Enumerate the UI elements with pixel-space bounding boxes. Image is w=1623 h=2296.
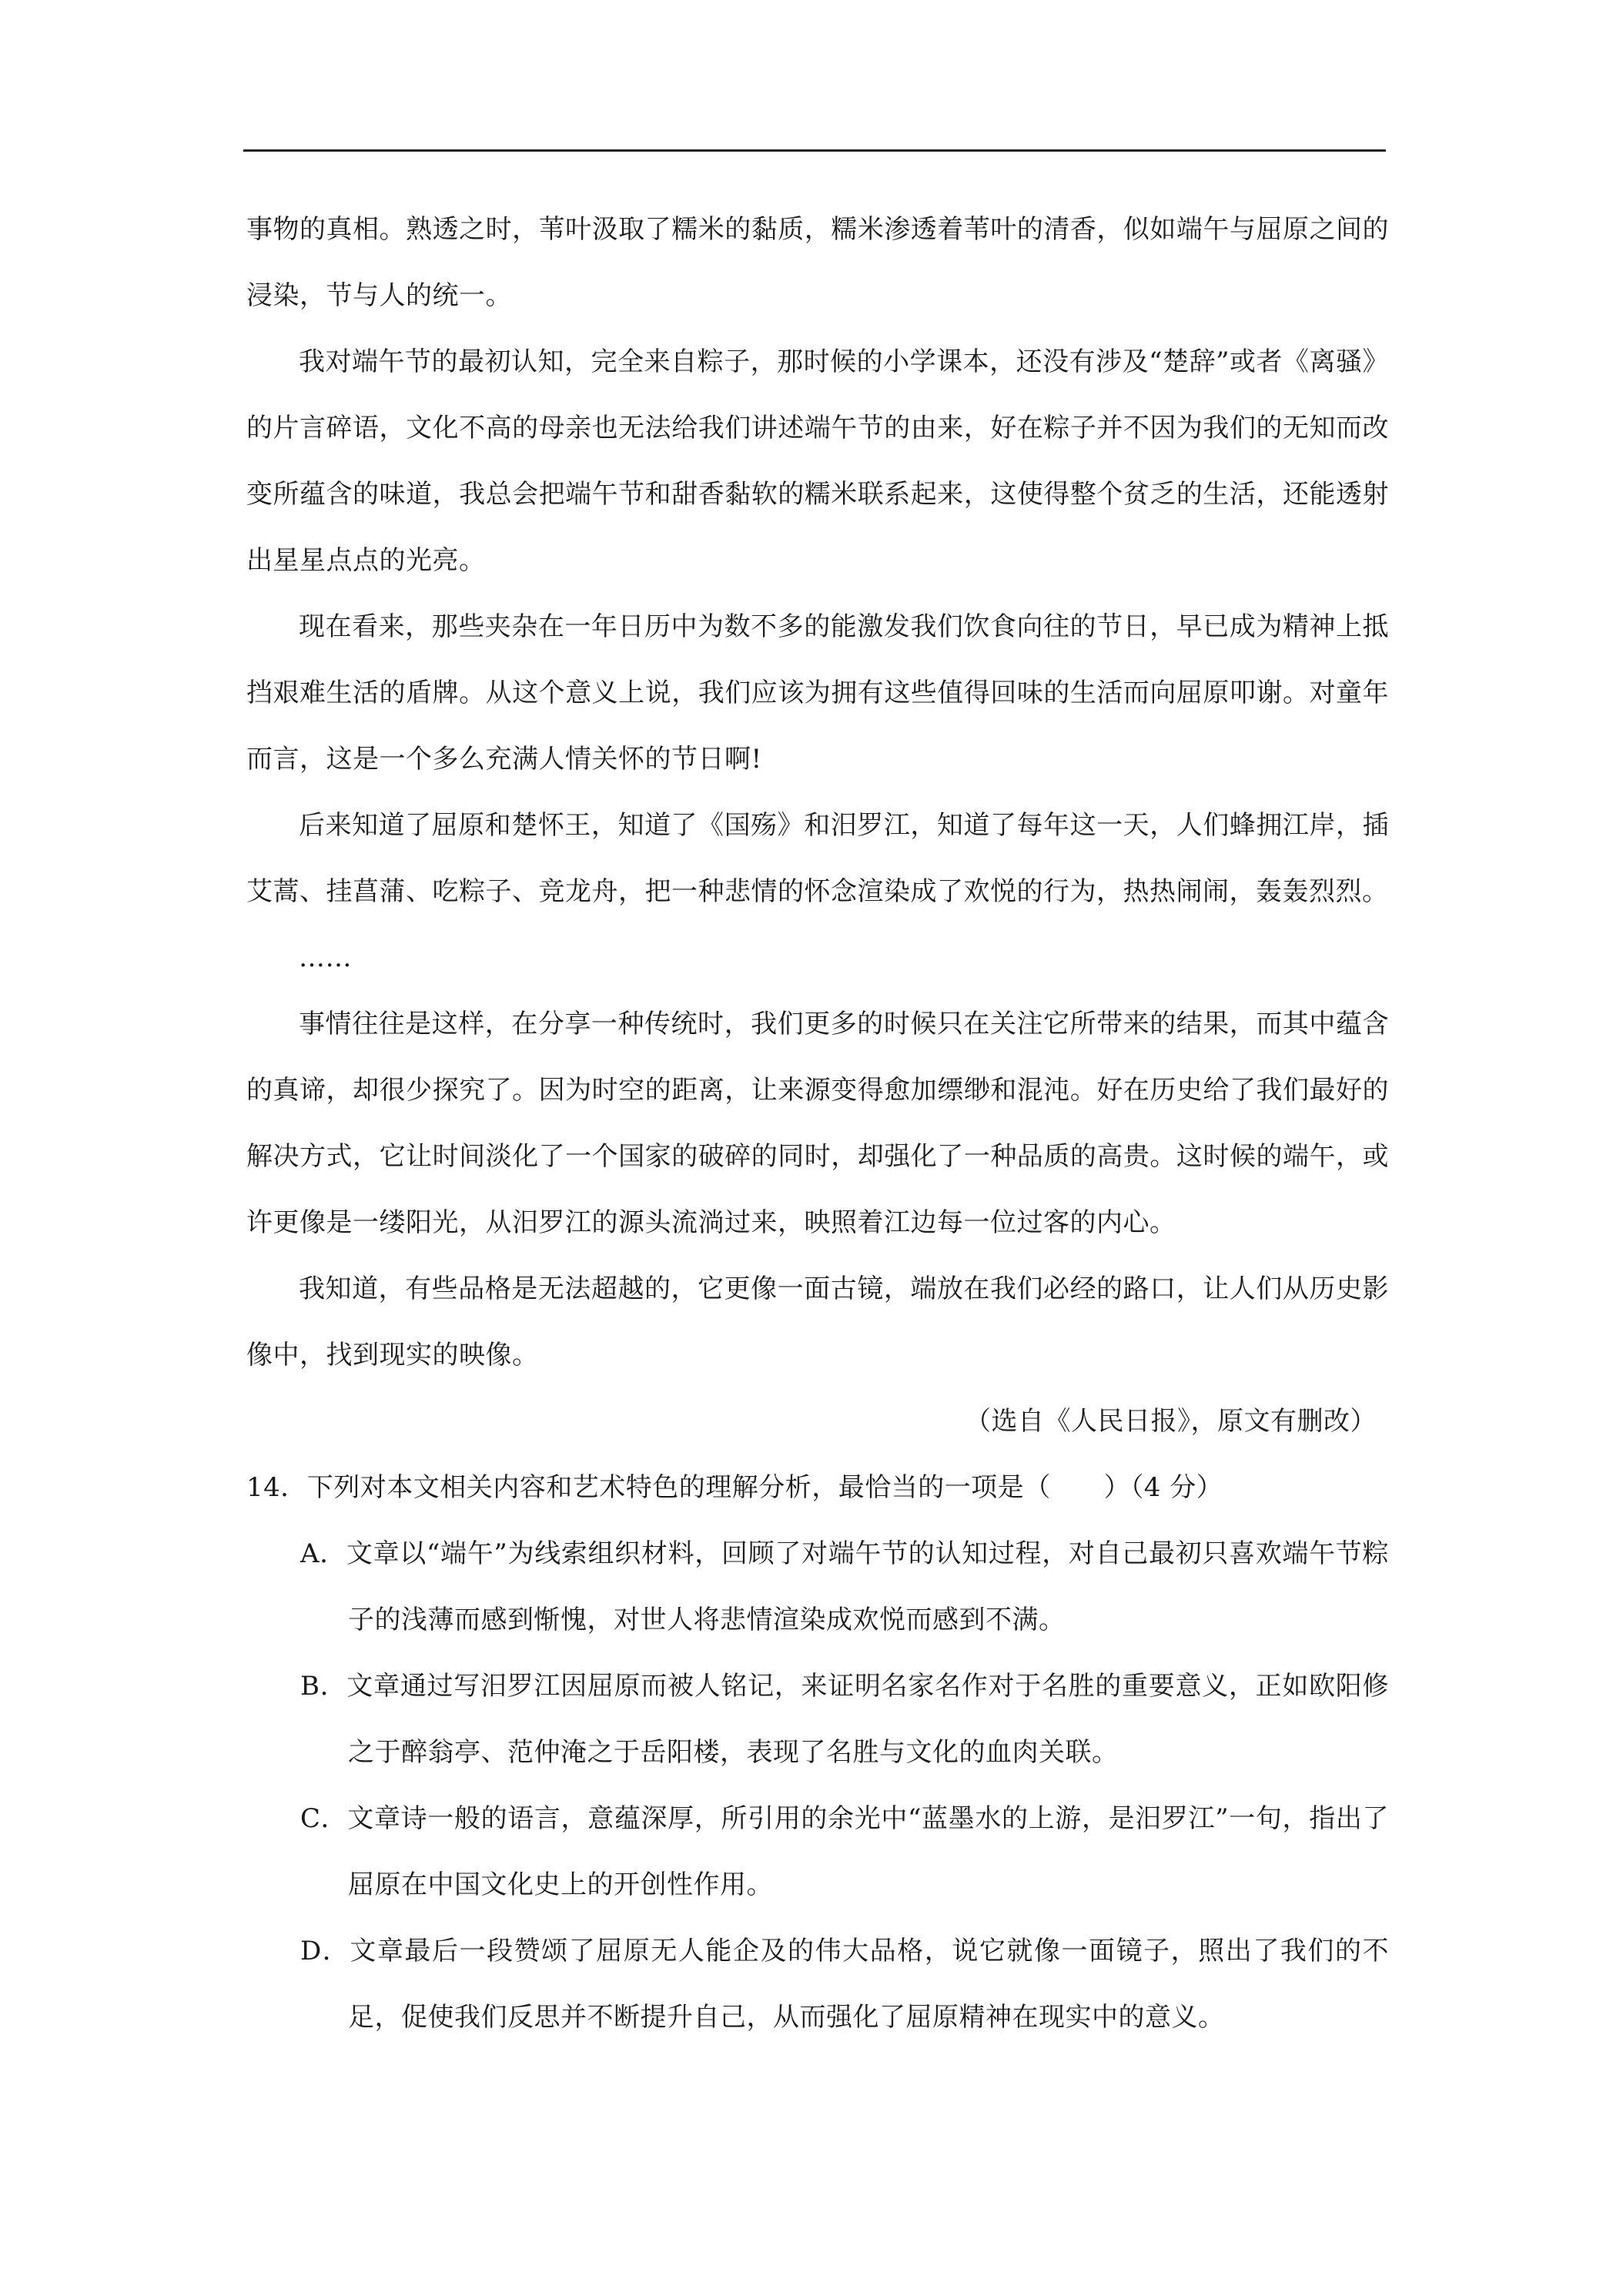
passage-ellipsis: …… [299,942,352,973]
option-a: A．文章以“端午”为线索组织材料，回顾了对端午节的认知过程，对自己最初只喜欢端午节粽子的浅薄而感到惭愧，对世人将悲情渲染成欢悦而感到不满。 [300,1538,1389,1635]
passage-paragraph: 事情往往是这样，在分享一种传统时，我们更多的时候只在关注它所带来的结果，而其中蕴含的真谛，却很少探究了。因为时空的距离，让来源变得愈加缥缈和混沌。好在历史给了我们最好的解决方式，它让时间淡化了一个国家的破碎的同时，却强化了一种品质的高贵。这时候的端午，或许更像是一缕阳光，从汨罗江的源头流淌过来，映照着江边每一位过客的内心。 [246,1009,1389,1238]
passage-paragraph: 后来知道了屈原和楚怀王，知道了《国殇》和汨罗江，知道了每年这一天，人们蜂拥江岸，插艾蒿、挂菖蒲、吃粽子、竞龙舟，把一种悲情的怀念渲染成了欢悦的行为，热热闹闹，轰轰烈烈。 [246,810,1389,907]
document-body [246,196,1389,2050]
passage-source: （选自《人民日报》，原文有删改） [965,1406,1377,1437]
option-b: B．文章通过写汨罗江因屈原而被人铭记，来证明名家名作对于名胜的重要意义，正如欧阳修之于醉翁亭、范仲淹之于岳阳楼，表现了名胜与文化的血肉关联。 [300,1671,1389,1768]
passage-paragraph: 我知道，有些品格是无法超越的，它更像一面古镜，端放在我们必经的路口，让人们从历史影像中，找到现实的映像。 [246,1274,1389,1371]
passage-paragraph: 现在看来，那些夹杂在一年日历中为数不多的能激发我们饮食向往的节日，早已成为精神上抵挡艰难生活的盾牌。从这个意义上说，我们应该为拥有这些值得回味的生活而向屈原叩谢。对童年而言，这是一个多么充满人情关怀的节日啊! [246,611,1389,775]
header-rule [243,149,1386,152]
option-d: D．文章最后一段赞颂了屈原无人能企及的伟大品格，说它就像一面镜子，照出了我们的不足，促使我们反思并不断提升自己，从而强化了屈原精神在现实中的意义。 [300,1936,1389,2033]
passage-paragraph: 我对端午节的最初认知，完全来自粽子，那时候的小学课本，还没有涉及“楚辞”或者《离骚》的片言碎语，文化不高的母亲也无法给我们讲述端午节的由来，好在粽子并不因为我们的无知而改变所蕴含的味道，我总会把端午节和甜香黏软的糯米联系起来，这使得整个贫乏的生活，还能透射出星星点点的光亮。 [246,346,1389,576]
option-c: C．文章诗一般的语言，意蕴深厚，所引用的余光中“蓝墨水的上游，是汨罗江”一句，指出了屈原在中国文化史上的开创性作用。 [300,1803,1389,1900]
passage-paragraph: 事物的真相。熟透之时，苇叶汲取了糯米的黏质，糯米渗透着苇叶的清香，似如端午与屈原之间的浸染，节与人的统一。 [246,214,1389,311]
question-stem: 14．下列对本文相关内容和艺术特色的理解分析，最恰当的一项是（ ）（4 分） [246,1472,1223,1503]
